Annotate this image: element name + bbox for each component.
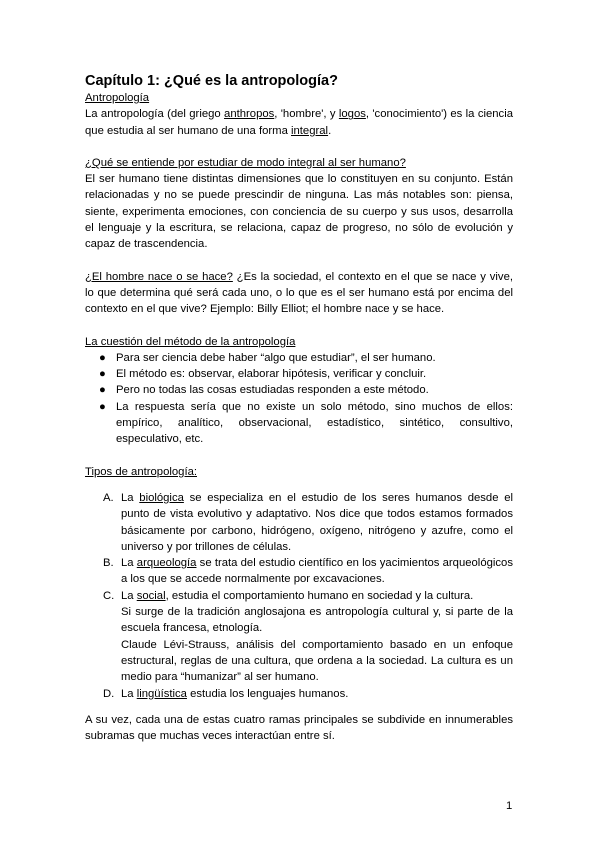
section-heading-nace-o-se-hace: ¿El hombre nace o se hace?	[85, 270, 233, 283]
dimensions-paragraph: El ser humano tiene distintas dimensiones que lo constituyen en su conjunto. Están relacionadas y no se puede prescindir de ninguna. Las más notables son: piensa, siente, experimenta emociones, con conciencia de su cuerpo y sus usos, desarrolla el lenguaje y la escritura, se relaciona, capaz de progreso, no sólo de evolución y capaz de trascendencia.	[85, 173, 513, 251]
list-item	[99, 350, 513, 366]
list-item-text: Para ser ciencia debe haber “algo que estudiar”, el ser humano.	[116, 351, 436, 364]
type-item-arqueologia	[103, 555, 513, 588]
nace-o-se-hace-paragraph	[85, 269, 513, 318]
section-heading-metodo: La cuestión del método de la antropología	[85, 335, 296, 348]
list-item	[99, 399, 513, 448]
text-run: La	[121, 687, 137, 700]
types-list	[85, 490, 513, 702]
type-item-biologica	[103, 490, 513, 555]
list-item	[99, 382, 513, 398]
list-item-text: La respuesta sería que no existe un solo método, sino muchos de ellos: empírico, analítico, observacional, estadístico, sintético, consultivo, especulativo, etc.	[116, 400, 513, 446]
term-linguistica: lingüística	[136, 687, 187, 700]
text-run: se especializa en el estudio de los seres humanos desde el punto de vista evolutivo y adaptativo. Nos dice que todos estamos formados básicamente por carbono, hidrógeno, oxígeno, nitrógeno y azufre, como el universo y por trillones de células.	[121, 491, 513, 553]
document-page	[85, 72, 513, 744]
term-integral: integral	[291, 124, 329, 137]
list-item	[99, 366, 513, 382]
list-marker: D.	[103, 687, 115, 700]
section-heading-estudio-integral: ¿Qué se entiende por estudiar de modo integral al ser humano?	[85, 156, 406, 169]
section-heading-antropologia: Antropología	[85, 92, 150, 104]
text-run: .	[328, 124, 332, 137]
term-social: social	[136, 589, 166, 602]
bullet-icon: ●	[99, 368, 106, 381]
social-note-tradicion: Si surge de la tradición anglosajona es antropología cultural y, si parte de la escuela francesa, etnología.	[121, 606, 513, 635]
text-run: La	[121, 557, 137, 570]
bullet-icon: ●	[99, 351, 106, 364]
text-run: La	[121, 589, 137, 602]
bullet-icon: ●	[99, 400, 106, 413]
text-run: , 'conocimiento') es la ciencia que estudia al ser humano de una forma	[85, 108, 513, 137]
text-run: La	[121, 491, 140, 504]
list-item-text: El método es: observar, elaborar hipótesis, verificar y concluir.	[116, 368, 427, 381]
page-number: 1	[506, 800, 513, 812]
list-item-text: Pero no todas las cosas estudiadas responden a este método.	[116, 384, 429, 397]
text-run: se trata del estudio científico en los yacimientos arqueológicos a los que se accede normalmente por excavaciones.	[121, 557, 513, 586]
list-marker: B.	[103, 557, 114, 570]
social-note-levi-strauss: Claude Lévi-Strauss, análisis del comportamiento basado en un enfoque estructural, reglas de una cultura, que ordena a la sociedad. La cultura es un medio para “humanizar” al ser humano.	[121, 638, 513, 684]
text-run: La antropología (del griego	[85, 108, 225, 121]
type-item-linguistica	[103, 686, 513, 702]
bullet-icon: ●	[99, 384, 106, 397]
text-run: , 'hombre', y	[274, 108, 339, 121]
list-marker: A.	[103, 491, 114, 504]
list-marker: C.	[103, 589, 115, 602]
text-run: ¿Es la sociedad, el contexto en el que se nace y vive, lo que determina qué será cada uno, o lo que es el ser humano está por encima del contexto en el que vive? Ejemplo: Billy Elliot; el hombre nace y se hace.	[85, 270, 513, 316]
type-item-social	[103, 588, 513, 686]
text-run: estudia los lenguajes humanos.	[186, 687, 349, 700]
definition-paragraph	[85, 106, 513, 139]
text-run: , estudia el comportamiento humano en sociedad y la cultura.	[165, 589, 474, 602]
term-anthropos: anthropos	[224, 108, 275, 121]
method-list	[85, 350, 513, 448]
closing-paragraph: A su vez, cada una de estas cuatro ramas principales se subdivide en innumerables subramas que muchas veces interactúan entre sí.	[85, 713, 513, 743]
chapter-title: Capítulo 1: ¿Qué es la antropología?	[85, 73, 338, 89]
term-arqueologia: arqueología	[136, 557, 197, 570]
section-heading-tipos: Tipos de antropología:	[85, 465, 197, 478]
term-logos: logos	[338, 108, 366, 121]
term-biologica: biológica	[139, 491, 184, 504]
